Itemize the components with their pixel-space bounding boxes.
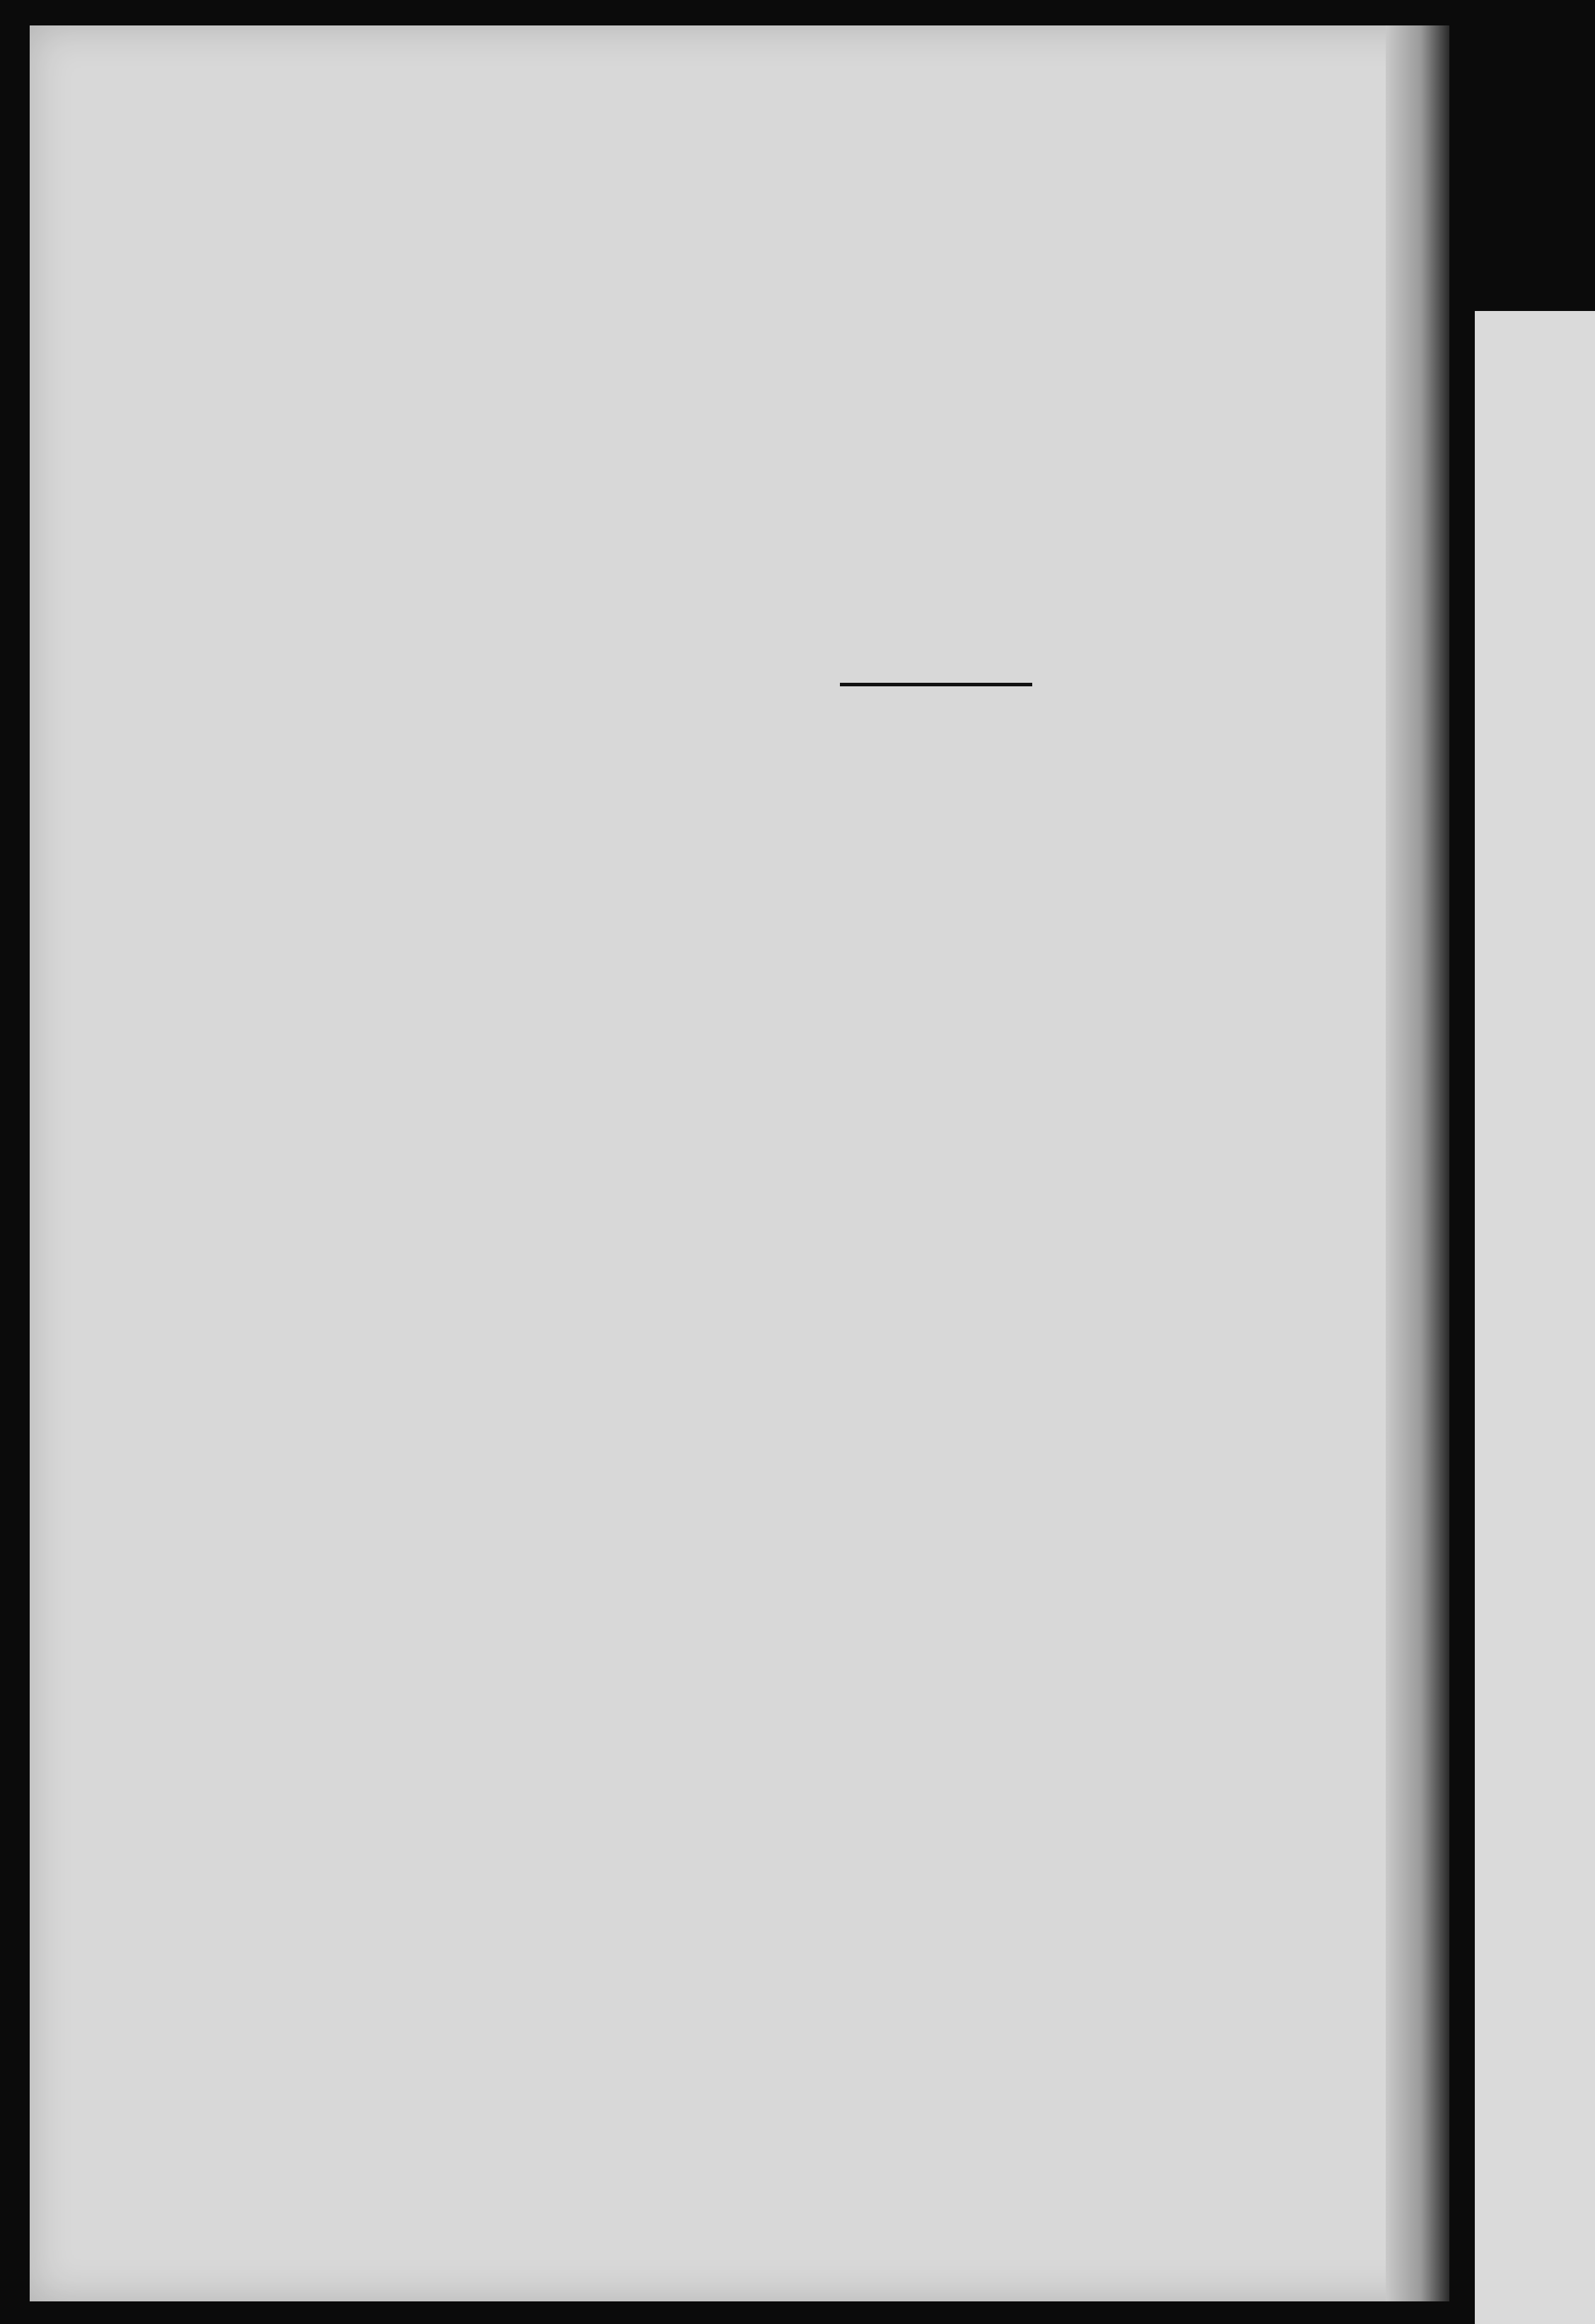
section-divider <box>840 683 1032 686</box>
book-page <box>30 25 1442 2301</box>
facing-page-fragment <box>1475 311 1595 2324</box>
page-gutter-shadow <box>1386 25 1449 2301</box>
